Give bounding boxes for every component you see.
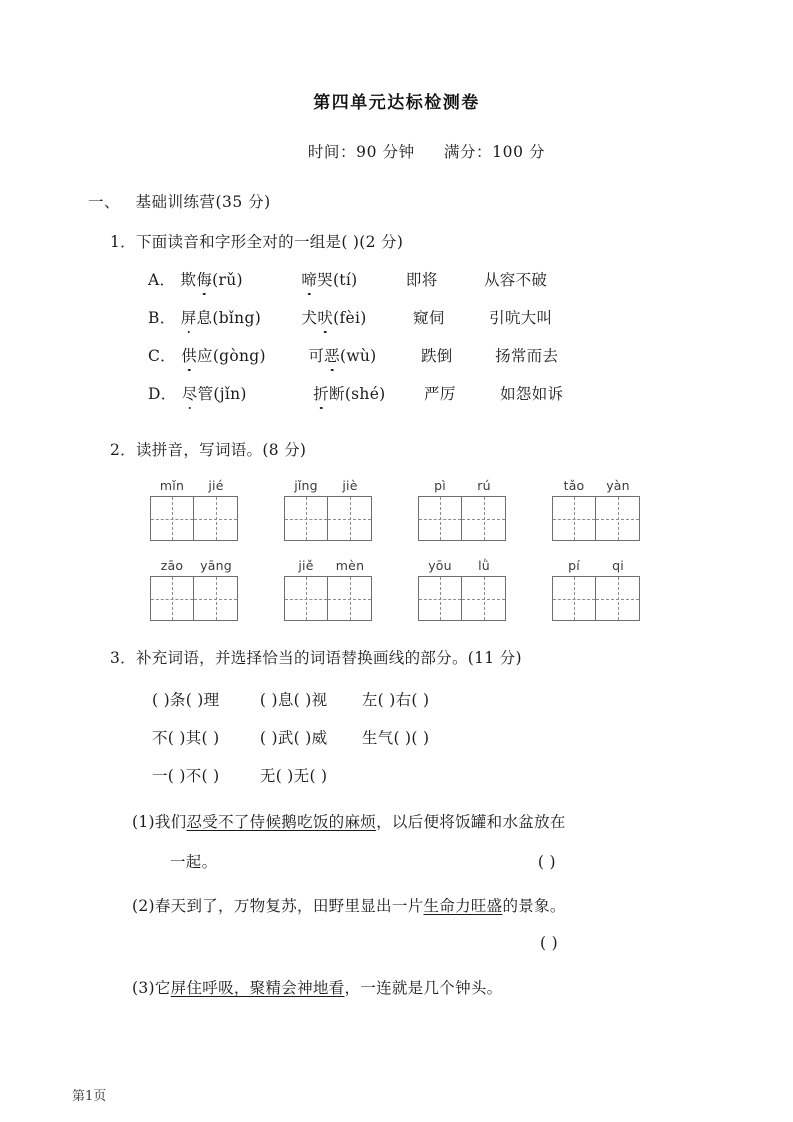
pinyin-labels-6: [284, 558, 372, 573]
page-title: 第四单元达标检测卷: [313, 93, 480, 113]
pinyin-syllable: zāo: [160, 558, 184, 573]
question-1-option-b: [148, 306, 552, 328]
sub-1-line2-text: 一起。: [170, 853, 218, 871]
sub-2-number: (2): [132, 897, 155, 915]
idiom-blank[interactable]: ( )息( )视: [259, 691, 328, 709]
write-boxes[interactable]: [284, 576, 372, 621]
sub-3-underlined: 屏住呼吸，聚精会神地看: [170, 979, 345, 997]
option-b-label: B．: [148, 309, 176, 327]
page-footer: 第1页: [72, 1089, 107, 1104]
write-cell[interactable]: [553, 577, 596, 620]
pinyin-grid-group-7: [418, 558, 506, 621]
pinyin-labels-7: [418, 558, 506, 573]
pinyin-syllable: rú: [477, 478, 491, 493]
pinyin-syllable: tǎo: [563, 478, 585, 493]
option-a-w1-pre: 欺: [180, 271, 197, 289]
pinyin-syllable: mèn: [335, 558, 365, 573]
time-label: 时间：90 分钟: [307, 143, 415, 161]
sub-2-text-after: 的景象。: [502, 897, 566, 915]
question-1-option-c: [148, 344, 558, 366]
pinyin-labels-3: [418, 478, 506, 493]
option-b-w2-pre: 犬: [301, 309, 318, 327]
question-1-option-a: [148, 268, 547, 290]
option-b-word-3: 窥伺: [413, 309, 445, 327]
section-heading-1: [88, 190, 271, 212]
pinyin-labels-8: [552, 558, 640, 573]
option-a-w2-dotted: 啼: [301, 268, 317, 290]
option-d-word-1: [182, 385, 247, 403]
sub-1-text-before: 我们: [154, 813, 187, 831]
pinyin-syllable: qi: [612, 558, 624, 573]
write-cell[interactable]: [194, 577, 237, 620]
write-boxes[interactable]: [552, 496, 640, 541]
write-boxes[interactable]: [418, 576, 506, 621]
write-cell[interactable]: [328, 577, 371, 620]
pinyin-labels-2: [284, 478, 372, 493]
section-name: 基础训练营(35 分): [135, 193, 271, 211]
exam-meta: [0, 140, 793, 162]
write-cell[interactable]: [596, 577, 639, 620]
question-1-option-d: [148, 382, 563, 404]
pinyin-syllable: jié: [208, 478, 224, 493]
write-cell[interactable]: [285, 577, 328, 620]
write-cell[interactable]: [419, 497, 462, 540]
question-3-sub-3: [132, 976, 503, 998]
pinyin-grid-group-5: [150, 558, 238, 621]
option-c-w1-dotted: 供: [181, 344, 197, 366]
option-b-w2-pinyin: (fèi): [333, 309, 367, 327]
option-c-w2-pinyin: (wù): [339, 347, 377, 365]
option-a-w1-pinyin: (rǔ): [212, 271, 243, 289]
idiom-row-2: [152, 726, 429, 748]
option-c-w2-dotted: 恶: [324, 344, 340, 366]
pinyin-grid-group-1: [150, 478, 238, 541]
write-cell[interactable]: [328, 497, 371, 540]
write-boxes[interactable]: [418, 496, 506, 541]
idiom-blank[interactable]: 一( )不( ): [152, 767, 220, 785]
option-a-word-1: [181, 271, 243, 289]
write-cell[interactable]: [553, 497, 596, 540]
option-b-w1-post: 息: [196, 309, 213, 327]
pinyin-grid-group-4: [552, 478, 640, 541]
option-b-word-1: [181, 309, 261, 327]
option-b-w1-dotted: 屏: [181, 306, 197, 328]
write-cell[interactable]: [151, 577, 194, 620]
sub-1-number: (1): [132, 813, 155, 831]
option-d-w2-pinyin: (shé): [344, 385, 386, 403]
question-3-sub-1-line2: [170, 850, 556, 872]
pinyin-syllable: jiè: [342, 478, 358, 493]
pinyin-grid-group-6: [284, 558, 372, 621]
option-d-w2-post: 断: [329, 385, 345, 403]
idiom-blank[interactable]: ( )武( )威: [259, 729, 328, 747]
option-a-label: A．: [148, 271, 176, 289]
pinyin-syllable: jiě: [298, 558, 314, 573]
question-3-sub-2-answer: [540, 934, 558, 952]
option-b-w1-pinyin: (bǐng): [212, 309, 262, 327]
write-boxes[interactable]: [284, 496, 372, 541]
option-c-word-2: [308, 347, 376, 365]
sub-3-number: (3): [132, 979, 155, 997]
idiom-blank[interactable]: 生气( )( ): [361, 729, 430, 747]
pinyin-syllable: yàn: [606, 478, 630, 493]
pinyin-grid-row-2: [150, 558, 640, 621]
option-a-word-2: [301, 271, 357, 289]
write-boxes[interactable]: [150, 576, 238, 621]
option-b-word-4: 引吭大叫: [489, 309, 553, 327]
option-d-w1-post: 管: [197, 385, 214, 403]
sub-3-text-after: ，一连就是几个钟头。: [344, 979, 503, 997]
pinyin-syllable: mǐn: [159, 478, 185, 493]
sub-1-text-after: ，以后便将饭罐和水盆放在: [376, 813, 566, 831]
write-cell[interactable]: [285, 497, 328, 540]
section-number: 一、: [88, 193, 121, 211]
idiom-row-3: [152, 764, 327, 786]
idiom-blank[interactable]: 无( )无( ): [259, 767, 328, 785]
pinyin-syllable: pí: [568, 558, 580, 573]
write-cell[interactable]: [596, 497, 639, 540]
pinyin-grid-group-8: [552, 558, 640, 621]
option-c-word-1: [181, 347, 266, 365]
option-c-w2-pre: 可: [308, 347, 325, 365]
option-d-w2-dotted: 折: [313, 382, 329, 404]
pinyin-labels-4: [552, 478, 640, 493]
option-c-w1-pinyin: (gòng): [212, 347, 266, 365]
sub-1-underlined: 忍受不了侍候鹅吃饭的麻烦: [186, 813, 377, 831]
option-c-label: C．: [148, 347, 176, 365]
sub-3-text-before: 它: [154, 979, 171, 997]
option-a-w2-pinyin: (tí): [332, 271, 358, 289]
pinyin-syllable: yāng: [200, 558, 232, 573]
idiom-blank[interactable]: ( )条( )理: [152, 691, 220, 709]
write-cell[interactable]: [462, 577, 505, 620]
option-c-word-4: 扬常而去: [495, 347, 559, 365]
option-c-word-3: 跌倒: [421, 347, 453, 365]
pinyin-grid-row-1: [150, 478, 640, 541]
pinyin-grid-group-2: [284, 478, 372, 541]
option-d-w1-pinyin: (jǐn): [213, 385, 247, 403]
option-a-word-4: 从容不破: [483, 271, 548, 289]
sub-2-text-before: 春天到了，万物复苏，田野里显出一片: [154, 897, 424, 915]
question-3-sub-1: [132, 810, 566, 832]
pinyin-grid-group-3: [418, 478, 506, 541]
question-1-stem: 1．下面读音和字形全对的一组是( )(2 分): [110, 233, 404, 251]
score-label: 满分：100 分: [443, 143, 546, 161]
option-d-label: D．: [148, 385, 177, 403]
pinyin-syllable: jǐng: [294, 478, 318, 493]
sub-2-underlined: 生命力旺盛: [423, 897, 503, 915]
option-a-w2-post: 哭: [317, 271, 333, 289]
pinyin-labels-5: [150, 558, 238, 573]
write-cell[interactable]: [462, 497, 505, 540]
option-b-w2-dotted: 吠: [317, 306, 333, 328]
pinyin-labels-1: [150, 478, 238, 493]
sub-1-answer-bracket[interactable]: ( ): [537, 853, 556, 871]
idiom-blank[interactable]: 左( )右( ): [361, 691, 430, 709]
write-cell[interactable]: [194, 497, 237, 540]
idiom-blank[interactable]: 不( )其( ): [152, 729, 220, 747]
question-3-stem: 3．补充词语，并选择恰当的词语替换画线的部分。(11 分): [110, 649, 522, 667]
option-a-word-3: 即将: [405, 271, 438, 289]
write-boxes[interactable]: [150, 496, 238, 541]
option-d-word-2: [313, 385, 385, 403]
write-cell[interactable]: [151, 497, 194, 540]
pinyin-syllable: lǜ: [478, 558, 490, 573]
sub-2-answer-bracket[interactable]: ( ): [540, 934, 558, 952]
option-c-w1-post: 应: [197, 347, 213, 365]
write-cell[interactable]: [419, 577, 462, 620]
pinyin-syllable: yōu: [428, 558, 452, 573]
option-d-word-4: 如怨如诉: [500, 385, 564, 403]
option-d-word-3: 严厉: [424, 385, 456, 403]
write-boxes[interactable]: [552, 576, 640, 621]
option-d-w1-dotted: 尽: [182, 382, 198, 404]
option-a-w1-dotted: 侮: [196, 268, 212, 290]
idiom-row-1: [152, 688, 429, 710]
pinyin-syllable: pì: [434, 478, 446, 493]
option-b-word-2: [302, 309, 367, 327]
question-2-stem: 2．读拼音，写词语。(8 分): [110, 441, 307, 459]
question-3-sub-2: [132, 894, 566, 916]
